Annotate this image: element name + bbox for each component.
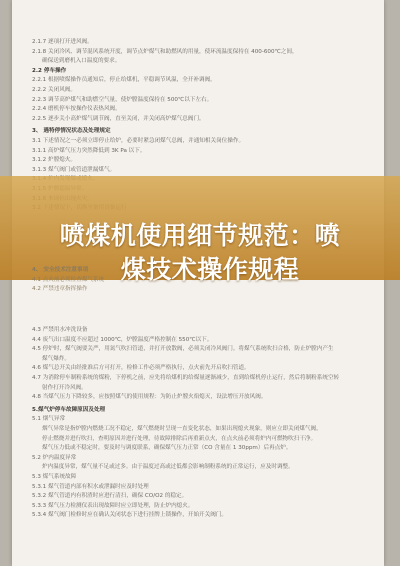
text-line: 2.2.1 根据喷煤操作员通知后，停止给煤机，平稳调节风温，全开补调阀。 bbox=[32, 77, 216, 84]
page-title-line-2: 煤技术操作规程 bbox=[120, 255, 300, 284]
text-line: 3.1.3 煤气阀门或管道泄漏煤气。 bbox=[32, 166, 116, 173]
section-heading: 2.2 停车操作 bbox=[32, 67, 67, 74]
text-line: 3.1 下述情况之一必须立即停止给炉，必要时紧急闭煤气总阀，并通知相关岗位操作。 bbox=[32, 137, 245, 144]
text-line: 4.1 点火前必须检查煤气系统 bbox=[32, 276, 105, 283]
document-bottom-section bbox=[32, 326, 376, 521]
text-line: 4.4 废气出口温度不应超过 1000℃，炉膛温度严格控制在 550℃以下。 bbox=[32, 336, 213, 343]
text-line: 停止燃烧并进行吹扫，查明原因并进行处理，待故障排除后再重新点火，在点火前必须将炉内可燃物吹扫干净。 bbox=[42, 435, 317, 442]
text-line: 2.1.8 关闭冷风、调节混风系统开度，调节点炉煤气和助燃风的用量，使环流温度保持在 400-600℃之间， bbox=[32, 48, 298, 55]
text-line: 5.3.4 煤气阀门检修时应在确认关闭状态下进行挂牌上锁操作，开始开关阀门。 bbox=[32, 512, 228, 519]
text-line: 煤气压力低或不稳定时，要及时与调度联系，确保煤气压力正常（CO 含量在 1 30ppm）后再点炉。 bbox=[42, 445, 292, 452]
text-line: 2.2.2 关闭风阀。 bbox=[32, 86, 76, 93]
text-line: 3.1.1 高炉煤气压力突然降低到 3K Pa 以下。 bbox=[32, 147, 146, 154]
text-line: 4.6 煤气总开关由经批准后方可打开，检修工作必须严格执行，点火前先开启吹扫管道。 bbox=[32, 365, 250, 372]
text-line: 5.2 炉内温度异常 bbox=[32, 454, 77, 461]
text-line: 4.2 严禁违章指挥操作 bbox=[32, 286, 88, 293]
section-heading: 4、 安全技术注意事项 bbox=[32, 267, 89, 273]
text-line: 4.7 为消除停车制粉系统的煤粉，下停机之前，应先将给煤机的给煤量逐渐减少，直到给煤机停止运行，然后将制粉系统空转 bbox=[32, 374, 340, 381]
page-title bbox=[0, 219, 400, 287]
text-line: 2.1.7 逐项打开进风阀。 bbox=[32, 39, 93, 45]
text-line: 3.1.2 炉膛熄火。 bbox=[32, 157, 76, 164]
section-heading: 3、 遇特停情况状态及处理规定 bbox=[32, 128, 111, 135]
text-line: 2.2.4 磨机停车按操作仪表热风阀。 bbox=[32, 106, 121, 113]
text-line: 煤气爆炸。 bbox=[42, 355, 70, 362]
text-line: 4.8 当煤气压力下降较多，应按照煤气的使用规程：为防止炉膛火焰熄灭，设法增压开放风阀。 bbox=[32, 394, 267, 401]
text-line: 5.3.2 煤气管道内有积渣时应进行清扫，确保 CO/O2 的稳定。 bbox=[32, 493, 188, 500]
text-line: 射作打开冷风阀。 bbox=[42, 384, 87, 391]
text-line: 4.3 严禁用水冲洗设备 bbox=[32, 327, 88, 333]
text-line: 5.3.3 煤气压力检测仪表出现故障时应立即处理，防止炉内熄火。 bbox=[32, 502, 194, 509]
text-line: 5.1 烟气异常 bbox=[32, 416, 66, 423]
page-title-line-1: 喷煤机使用细节规范：喷 bbox=[59, 221, 341, 250]
section-heading: 5.煤气炉停车故障原因及处理 bbox=[32, 406, 106, 413]
text-line: 2.2.3 调节高炉煤气和助燃空气量，使炉膛温度保持在 500℃以下左右。 bbox=[32, 96, 213, 103]
text-line: 确保送到磨机入口温度的要求。 bbox=[42, 58, 121, 65]
text-line: 4.5 停炉时，煤气阀要关严，用氮气吹扫管道，并打开放散阀，必须关闭冷风阀门。将煤气系统吹扫合格，防止炉膛内产生 bbox=[32, 346, 334, 353]
text-line: 5.3 煤气系统故障 bbox=[32, 473, 77, 480]
text-line: 炉内温度异常，煤气量不足或过多。由于温度过高或过低都会影响制粉系统的正常运行，应及时调整。 bbox=[42, 464, 294, 471]
text-line: 烟气异常是指炉膛内燃烧工况不稳定，煤气燃烧时呈现一直变化状态，如果出现熄火现象，则应立即关闭煤气阀， bbox=[42, 425, 322, 432]
text-line: 5.3.1 煤气管道内部有积水或泄漏时应及时处理 bbox=[32, 483, 149, 490]
text-line: 2.2.5 逐步关小高炉煤气调节阀，直至关闭，并关闭高炉煤气总阀门。 bbox=[32, 115, 205, 122]
